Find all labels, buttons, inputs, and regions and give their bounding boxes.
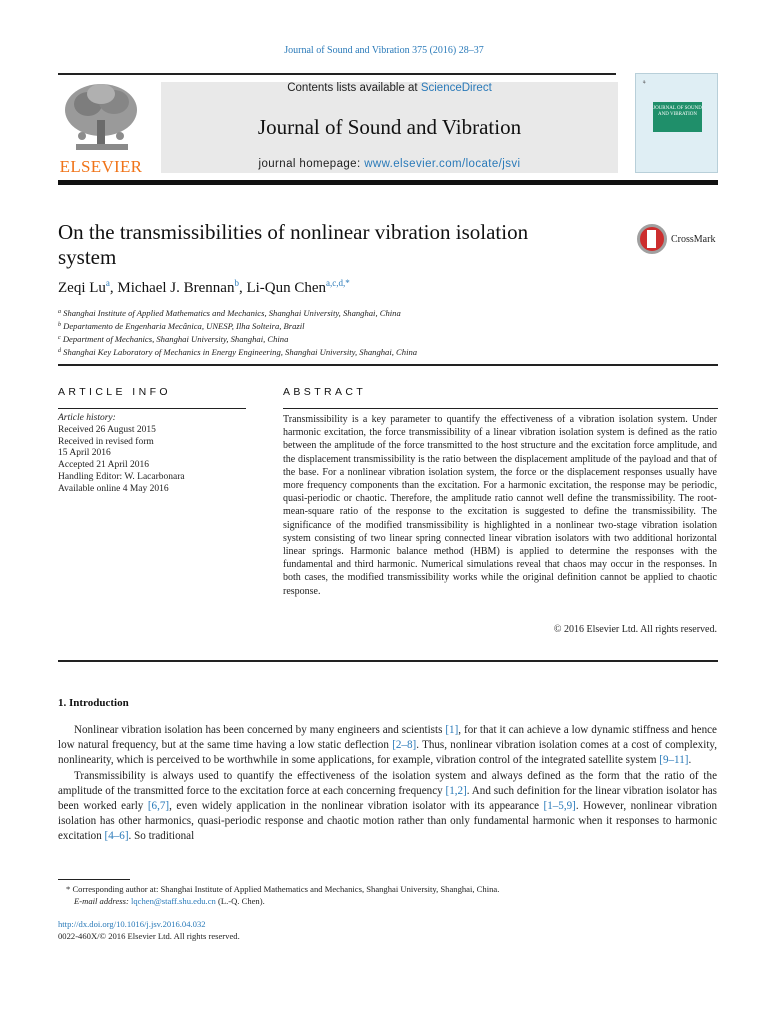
author-name[interactable]: Zeqi Lu [58, 280, 106, 296]
reference-link[interactable]: [1,2] [445, 784, 467, 797]
text-run: , for that it can achieve a low dynamic stiffness and hence low natural frequency, but at the same time having a low static deflection [58, 724, 717, 752]
history-label: Article history: [58, 413, 116, 423]
text-run: . However, nonlinear vibration isolation has other harmonics, quasi-periodic response and chaotic motion rather than only fundamental harmonic when it responses to harmonic excitation [58, 800, 717, 843]
article-info-rule [58, 408, 246, 409]
sciencedirect-link[interactable]: ScienceDirect [420, 82, 492, 94]
header-thick-rule [58, 180, 718, 185]
homepage-link[interactable]: www.elsevier.com/locate/jsvi [364, 158, 521, 170]
introduction-body [58, 723, 717, 845]
affiliation-item [58, 332, 417, 345]
affiliation-item [58, 345, 417, 358]
email-link[interactable]: lqchen@staff.shu.edu.cn [130, 896, 216, 907]
section-rule [58, 364, 718, 366]
contents-line [161, 82, 618, 94]
abstract-rule [283, 408, 718, 409]
journal-banner [58, 80, 718, 175]
author-affil-link[interactable]: a [105, 278, 110, 288]
reference-link[interactable]: [6,7] [147, 800, 170, 813]
crossmark-badge[interactable] [637, 224, 719, 256]
abstract-heading: ABSTRACT [283, 386, 367, 398]
author-list: Zeqi Lu$^a$, Michael J. Brennan$^b$, Li-Qun Chen$^{a,c,d,*}$ [58, 278, 350, 296]
text-run: Transmissibility is always used to quantify the effectiveness of the isolation system and always defined as the form that the ratio of the amplitude of the transmitted force to the excitation force at each concerning frequency [58, 769, 717, 797]
introduction-heading: 1. Introduction [58, 697, 129, 709]
author-name[interactable]: Li-Qun Chen [246, 280, 327, 296]
reference-link[interactable]: [2–8] [392, 739, 417, 752]
paragraph [58, 723, 717, 769]
text-run: Nonlinear vibration isolation has been concerned by many engineers and scientists [74, 724, 446, 736]
header-rule [58, 73, 616, 75]
affiliation-marker: b [58, 322, 61, 328]
abstract-text: Transmissibility is a key parameter to quantify the effectiveness of a vibration isolation system. Under harmonic excitation, the force transmissibility of a linear vibration isolation system is defined as the ratio between the amplitude of the force transmitted to the host structure and the excitation force amplitude, and the displacement transmissibility is the ratio between the displacement amplitude of the payload and that of the base. For a nonlinear vibration isolation system, the force or the displacement responses usually have more frequency components than the excitation. For a harmonic excitation, the response may be periodic, quasi-periodic or chaotic. Therefore, the amplitude ratio cannot well define the transmissibility. The root-mean-square ratio of the response to the excitation is suggested to define the transmissibility. The significance of the modified transmissibility is highlighted in a nonlinear two-stage vibration isolation system consisting of two linear spring connected linear vibration isolators with two additional horizontal linear springs. Harmonic balance method (HBM) is applied to determine the responses with the fundamental and third harmonic. Numerical simulations reveal that chaos may occur in the responses. In both cases, the modified transmissibility works while the original definition cannot be applied to chaotic response. [283, 414, 717, 597]
affiliation-text: Department of Mechanics, Shanghai University, Shanghai, China [62, 334, 289, 344]
homepage-prefix: journal homepage: [258, 158, 365, 170]
contents-prefix: Contents lists available at [287, 82, 421, 94]
reference-link[interactable]: [1–5,9] [543, 800, 576, 813]
cover-publisher-mark: ⚘ [642, 81, 647, 86]
author-name[interactable]: Michael J. Brennan [117, 280, 235, 296]
text-run: , even widely application in the nonlinear vibration isolator with its appearance [169, 800, 544, 813]
history-item: 15 April 2016 [58, 448, 111, 459]
author-affil-link[interactable]: b [234, 278, 239, 288]
paragraph [58, 769, 717, 845]
affiliation-item [58, 306, 417, 319]
history-item: Received 26 August 2015 [58, 424, 156, 435]
journal-citation[interactable]: Journal of Sound and Vibration 375 (2016) 28–37 [284, 45, 484, 56]
section-rule [58, 660, 718, 662]
affiliation-text: Shanghai Institute of Applied Mathematics and Mechanics, Shanghai University, Shanghai, China [63, 308, 401, 318]
crossmark-bookmark-icon [647, 230, 656, 248]
affiliation-marker: a [58, 309, 61, 315]
affiliation-marker: d [58, 348, 61, 354]
doi-link[interactable]: http://dx.doi.org/10.1016/j.jsv.2016.04.032 [58, 919, 206, 929]
affiliation-item [58, 319, 417, 332]
cover-title: JOURNAL OF SOUND AND VIBRATION [653, 102, 702, 132]
affiliation-marker: c [58, 335, 61, 341]
text-run: . [688, 754, 692, 767]
corresponding-author-note: * Corresponding author at: Shanghai Institute of Applied Mathematics and Mechanics, Shanghai University, Shanghai, China. [66, 884, 500, 894]
reference-link[interactable]: [9–11] [659, 754, 689, 767]
text-run: . So traditional [128, 830, 195, 843]
affiliation-text: Departamento de Engenharia Mecânica, UNESP, Ilha Solteira, Brazil [63, 321, 305, 331]
affiliation-text: Shanghai Key Laboratory of Mechanics in Energy Engineering, Shanghai University, Shanghai, China [63, 347, 418, 357]
homepage-line [161, 158, 618, 170]
history-item: Available online 4 May 2016 [58, 483, 169, 494]
footnote-rule [58, 879, 130, 880]
author-affil-link[interactable]: a,c,d,* [326, 278, 350, 288]
reference-link[interactable]: [1] [445, 724, 459, 736]
history-item: Accepted 21 April 2016 [58, 460, 150, 471]
abstract-copyright: © 2016 Elsevier Ltd. All rights reserved. [553, 624, 717, 635]
affiliations [58, 306, 417, 358]
article-title: On the transmissibilities of nonlinear vibration isolation system [58, 220, 529, 269]
email-line [58, 895, 718, 907]
text-run: . And such definition for the linear vibration isolator has been worked early [58, 784, 717, 813]
journal-title: Journal of Sound and Vibration [257, 115, 522, 139]
issn-copyright: 0022-460X/© 2016 Elsevier Ltd. All rights reserved. [58, 931, 240, 942]
history-item: Handling Editor: W. Lacarbonara [58, 471, 185, 482]
article-info-heading: ARTICLE INFO [58, 386, 171, 398]
email-label: E-mail address: [74, 896, 131, 907]
email-suffix: (L.-Q. Chen). [215, 896, 265, 907]
crossmark-label: CrossMark [671, 234, 716, 245]
reference-link[interactable]: [4–6] [104, 830, 129, 843]
footnote [58, 883, 718, 908]
text-run: . Thus, nonlinear vibration isolation comes at a cost of complexity, nonlinearity, which is perceived to be worthwhile in some applications, for example, vibration control of the integrated satellite system [58, 739, 717, 767]
doi-block [58, 918, 240, 943]
history-item: Received in revised form [58, 436, 154, 447]
elsevier-wordmark: ELSEVIER [59, 157, 143, 176]
journal-info-box [161, 82, 618, 173]
article-history [58, 413, 248, 496]
journal-cover-image[interactable] [635, 73, 718, 173]
